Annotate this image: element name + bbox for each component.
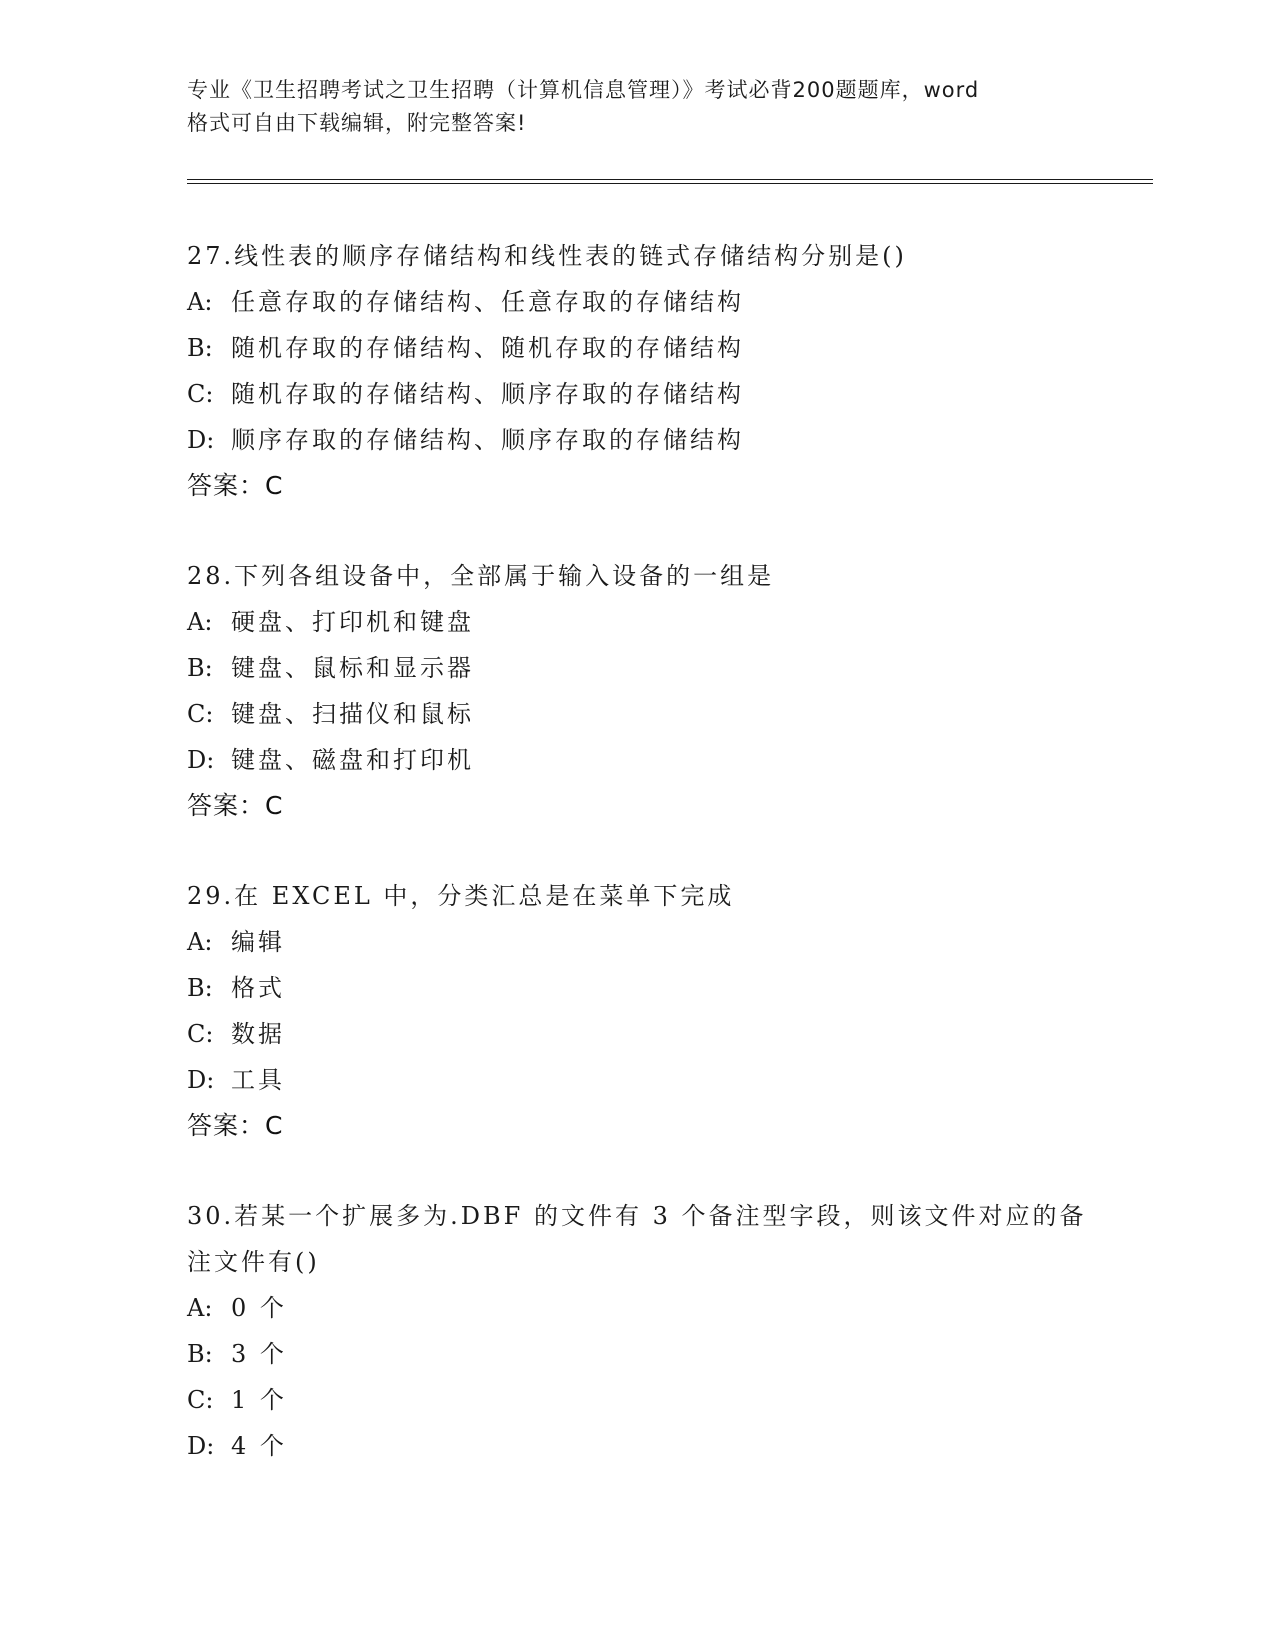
option-letter: B: xyxy=(187,334,213,362)
option-a xyxy=(187,919,1087,965)
answer-line: 答案：C xyxy=(187,471,284,500)
option-letter: B: xyxy=(187,1340,213,1368)
option-letter: A: xyxy=(187,928,213,956)
option-text: 随机存取的存储结构、随机存取的存储结构 xyxy=(231,334,744,362)
option-text: 随机存取的存储结构、顺序存取的存储结构 xyxy=(231,380,744,408)
question-27 xyxy=(187,233,1087,509)
header-line-2: 格式可自由下载编辑，附完整答案! xyxy=(187,111,527,135)
option-letter: C: xyxy=(187,380,214,408)
option-letter: A: xyxy=(187,608,213,636)
option-text: 3 个 xyxy=(231,1340,287,1368)
answer-line: 答案：C xyxy=(187,1111,284,1140)
option-d xyxy=(187,737,1087,783)
answer-line: 答案：C xyxy=(187,791,284,820)
question-stem: 27.线性表的顺序存储结构和线性表的链式存储结构分别是() xyxy=(187,242,907,270)
option-b xyxy=(187,645,1087,691)
option-letter: D: xyxy=(187,426,215,454)
question-29 xyxy=(187,873,1087,1149)
option-letter: C: xyxy=(187,700,214,728)
option-text: 工具 xyxy=(231,1066,285,1094)
option-letter: D: xyxy=(187,746,215,774)
option-letter: A: xyxy=(187,1294,213,1322)
header-divider-top xyxy=(187,179,1153,180)
option-a xyxy=(187,599,1087,645)
option-letter: D: xyxy=(187,1066,215,1094)
option-text: 0 个 xyxy=(231,1294,287,1322)
option-letter: C: xyxy=(187,1020,214,1048)
option-text: 硬盘、打印机和键盘 xyxy=(231,608,474,636)
option-c xyxy=(187,371,1087,417)
option-letter: C: xyxy=(187,1386,214,1414)
option-text: 编辑 xyxy=(231,928,285,956)
option-text: 键盘、鼠标和显示器 xyxy=(231,654,474,682)
option-a xyxy=(187,279,1087,325)
option-letter: B: xyxy=(187,974,213,1002)
option-text: 键盘、磁盘和打印机 xyxy=(231,746,474,774)
option-c xyxy=(187,691,1087,737)
question-stem: 29.在 EXCEL 中，分类汇总是在菜单下完成 xyxy=(187,882,735,910)
option-text: 4 个 xyxy=(231,1432,287,1460)
document-header xyxy=(187,74,1087,140)
option-letter: D: xyxy=(187,1432,215,1460)
question-stem: 28.下列各组设备中，全部属于输入设备的一组是 xyxy=(187,562,775,590)
question-stem: 30.若某一个扩展多为.DBF 的文件有 3 个备注型字段，则该文件对应的备注文件有() xyxy=(187,1202,1087,1276)
option-text: 键盘、扫描仪和鼠标 xyxy=(231,700,474,728)
option-d xyxy=(187,417,1087,463)
option-a xyxy=(187,1285,1087,1331)
question-30 xyxy=(187,1193,1087,1469)
header-line-1: 专业《卫生招聘考试之卫生招聘（计算机信息管理）》考试必背200题题库，word xyxy=(187,78,980,102)
option-c xyxy=(187,1011,1087,1057)
option-d xyxy=(187,1423,1087,1469)
option-text: 1 个 xyxy=(231,1386,287,1414)
question-28 xyxy=(187,553,1087,829)
option-text: 数据 xyxy=(231,1020,285,1048)
option-c xyxy=(187,1377,1087,1423)
option-text: 格式 xyxy=(231,974,285,1002)
option-b xyxy=(187,1331,1087,1377)
option-b xyxy=(187,325,1087,371)
option-text: 任意存取的存储结构、任意存取的存储结构 xyxy=(231,288,744,316)
option-b xyxy=(187,965,1087,1011)
option-text: 顺序存取的存储结构、顺序存取的存储结构 xyxy=(231,426,744,454)
option-letter: A: xyxy=(187,288,213,316)
header-divider-bottom xyxy=(187,183,1153,184)
option-letter: B: xyxy=(187,654,213,682)
option-d xyxy=(187,1057,1087,1103)
